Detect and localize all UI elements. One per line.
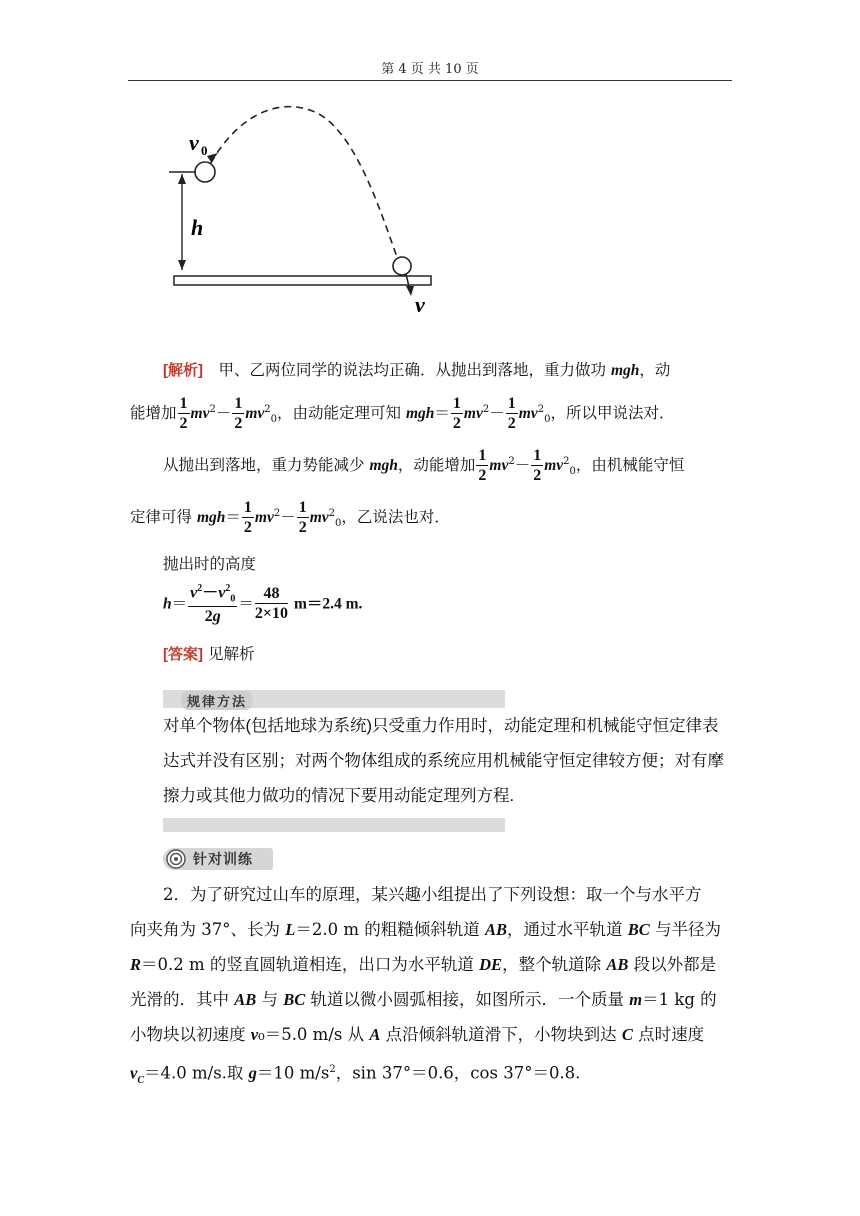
h-arrow-top [178,174,186,184]
training-title: 针对训练 [193,852,253,868]
method-title-bar [163,690,505,708]
method-text: 对单个物体(包括地球为系统)只受重力作用时，动能定理和机械能守恒定律表达式并没有区别；对两个物体组成的系统应用机械能守恒定律较方便；对有摩擦力或其他力做功的情况下要用动能定理列方程. [163,717,724,805]
answer-line: [答案] 见解析 [163,645,255,663]
question-line-4: 光滑的．其中 AB 与 BC 轨道以微小圆弧相接，如图所示．一个质量 m＝1 kg 的 [130,990,717,1009]
page-header: 第 4 页 共 10 页 [381,62,479,77]
question-line-5: 小物块以初速度 v₀＝5.0 m/s 从 A 点沿倾斜轨道滑下，小物块到达 C 点时速度 [130,1025,705,1044]
header-rule [128,80,732,81]
h-arrow-bottom [178,260,186,270]
v0-subscript: 0 [201,143,208,158]
ground [174,276,431,285]
question-line-6: $v_C=4.0$ m/s.取 g＝10 $m/s^2$，sin 37°＝0.6，cos 37°＝0.8. [130,1063,581,1086]
training-title-bar [163,848,273,870]
question-line-1: 2．为了研究过山车的原理，某兴趣小组提出了下列设想：取一个与水平方 [163,885,702,904]
analysis-line-1: [解析] 甲、乙两位同学的说法均正确．从抛出到落地，重力做功 mgh，动 [163,361,671,379]
analysis-tag: [解析] [163,362,203,379]
analysis-line-3: 从抛出到落地，重力势能减少 mgh，动能增加 $\frac{1}{2}$ $mv^2-$ $\frac{1}{2}$ $mv^2_0$，由机械能守恒 [163,447,685,484]
projectile-figure [165,100,445,325]
question-line-3: R＝0.2 m 的竖直圆轨道相连，出口为水平轨道 DE，整个轨道除 AB 段以外都是 [130,955,717,974]
question-line-2: 向夹角为 37°、长为 L＝2.0 m 的粗糙倾斜轨道 AB，通过水平轨道 BC 与半径为 [130,920,721,939]
method-bottom-bar [163,818,505,832]
analysis-line-5: 抛出时的高度 [163,555,257,573]
v-arrowhead [406,286,414,296]
analysis-line-2: 能增加 $\frac{1}{2}$ $mv^2-$ $\frac{1}{2}$ $mv^2_0$，由动能定理可知 mgh＝ $\frac{1}{2}$ $mv^2-$ $\frac{1}{2}$ $mv^2_0$，所以甲说法对． [130,395,675,432]
target-icon [165,848,187,870]
height-formula: h＝ $\frac{v^2-v^2_0}{2g}$ ＝ $\frac{48}{2\times 10}$ m＝2.4 m. [163,583,363,625]
end-ball [393,257,411,275]
answer-tag: [答案] [163,646,203,663]
trajectory-curve [211,107,397,257]
method-title: 规律方法 [181,691,253,710]
analysis-line-4: 定律可得 mgh＝ $\frac{1}{2}$ $mv^2-$ $\frac{1}{2}$ $mv^2_0$，乙说法也对． [130,499,450,536]
v0-label: v [189,130,199,155]
start-ball [195,162,215,182]
h-label: h [191,215,204,240]
v-label: v [415,292,425,317]
